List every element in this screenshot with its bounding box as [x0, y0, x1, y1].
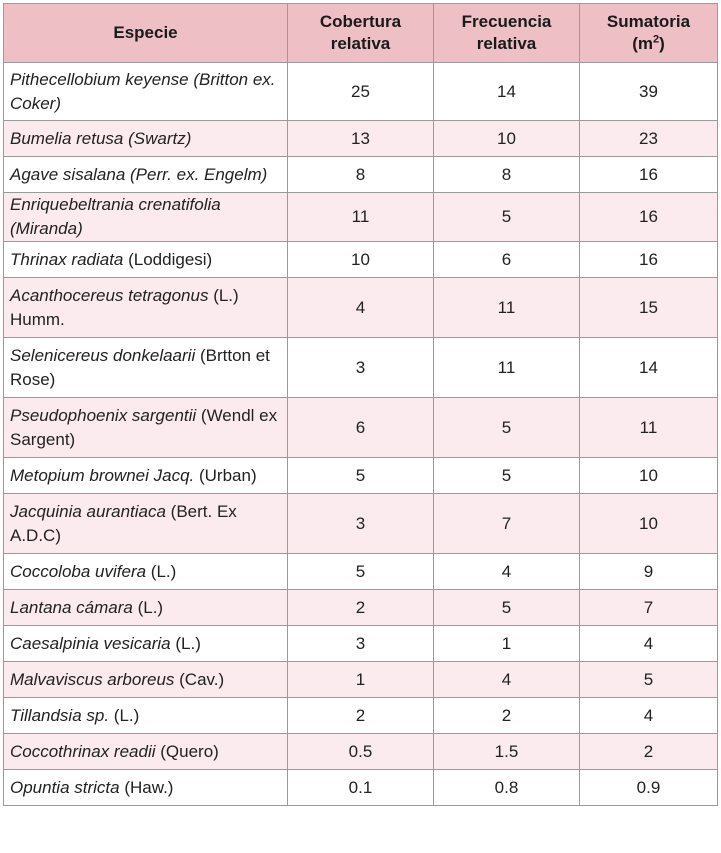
species-authority: (Bert. Ex A.D.C) [10, 501, 237, 545]
species-authority: (Haw.) [119, 777, 174, 797]
species-cell [4, 157, 288, 193]
species-authority: (Loddigesi) [123, 249, 213, 269]
species-authority: (L.) [170, 633, 201, 653]
frecuencia-cell: 4 [434, 662, 580, 698]
species-cell [4, 338, 288, 398]
sumatoria-cell: 23 [580, 121, 718, 157]
species-name: Acanthocereus tetragonus [10, 285, 209, 305]
species-name: Tillandsia sp. [10, 705, 110, 725]
species-name: Bumelia retusa (Swartz) [10, 128, 192, 148]
sumatoria-cell: 4 [580, 626, 718, 662]
frecuencia-cell: 4 [434, 554, 580, 590]
species-cell [4, 193, 288, 242]
table-row [4, 338, 718, 398]
sumatoria-cell: 2 [580, 734, 718, 770]
table-row [4, 157, 718, 193]
table-row [4, 494, 718, 554]
header-row [4, 4, 718, 63]
species-authority: (Brtton et Rose) [10, 345, 270, 389]
table-row [4, 770, 718, 806]
species-name: Malvaviscus arboreus [10, 669, 175, 689]
cobertura-cell: 2 [288, 590, 434, 626]
frecuencia-cell: 5 [434, 193, 580, 242]
frecuencia-cell: 5 [434, 590, 580, 626]
table-row [4, 278, 718, 338]
sumatoria-cell: 9 [580, 554, 718, 590]
species-authority: (L.) [146, 561, 177, 581]
species-authority: (Wendl ex Sargent) [10, 405, 278, 449]
header-sumatoria: Sumatoria $(m^2)$ [580, 4, 718, 63]
cobertura-cell: 25 [288, 63, 434, 121]
species-cell [4, 734, 288, 770]
cobertura-cell: 3 [288, 626, 434, 662]
cobertura-cell: 3 [288, 494, 434, 554]
species-name: Agave sisalana (Perr. ex. Engelm) [10, 164, 268, 184]
sumatoria-cell: 0.9 [580, 770, 718, 806]
cobertura-cell: 8 [288, 157, 434, 193]
species-authority: (L.) [132, 597, 164, 617]
cobertura-cell: 1 [288, 662, 434, 698]
table-row [4, 626, 718, 662]
sumatoria-cell: 16 [580, 193, 718, 242]
frecuencia-cell: 6 [434, 242, 580, 278]
species-cell [4, 242, 288, 278]
table-row [4, 554, 718, 590]
frecuencia-cell: 0.8 [434, 770, 580, 806]
table-row [4, 63, 718, 121]
header-especie: Especie [4, 4, 288, 63]
header-cobertura: Cobertura relativa [288, 4, 434, 63]
table-row [4, 193, 718, 242]
sumatoria-cell: 16 [580, 157, 718, 193]
frecuencia-cell: 11 [434, 338, 580, 398]
species-cell [4, 494, 288, 554]
species-name: Coccoloba uvifera [10, 561, 147, 581]
species-name: Opuntia stricta [10, 777, 120, 797]
frecuencia-cell: 1 [434, 626, 580, 662]
species-name: Enriquebeltrania crenatifolia (Miranda) [10, 195, 221, 238]
species-table [3, 3, 718, 806]
species-authority: (L.) [109, 705, 140, 725]
species-cell [4, 398, 288, 458]
sumatoria-cell: 16 [580, 242, 718, 278]
table-row [4, 398, 718, 458]
species-cell [4, 770, 288, 806]
species-name: Pithecellobium keyense (Britton ex. Coker) [10, 69, 276, 113]
species-cell [4, 626, 288, 662]
cobertura-cell: 3 [288, 338, 434, 398]
species-authority: (L.) Humm. [10, 285, 239, 329]
cobertura-cell: 6 [288, 398, 434, 458]
cobertura-cell: 10 [288, 242, 434, 278]
sumatoria-cell: 5 [580, 662, 718, 698]
sumatoria-cell: 14 [580, 338, 718, 398]
species-cell [4, 458, 288, 494]
cobertura-cell: 0.5 [288, 734, 434, 770]
species-name: Metopium brownei Jacq. [10, 465, 195, 485]
table-row [4, 121, 718, 157]
frecuencia-cell: 14 [434, 63, 580, 121]
cobertura-cell: 11 [288, 193, 434, 242]
frecuencia-cell: 1.5 [434, 734, 580, 770]
species-cell [4, 698, 288, 734]
species-name: Jacquinia aurantiaca [10, 501, 166, 521]
species-name: Lantana cámara [10, 597, 133, 617]
frecuencia-cell: 5 [434, 398, 580, 458]
table-row [4, 590, 718, 626]
cobertura-cell: 5 [288, 458, 434, 494]
cobertura-cell: 0.1 [288, 770, 434, 806]
table-row [4, 734, 718, 770]
sumatoria-cell: 39 [580, 63, 718, 121]
frecuencia-cell: 5 [434, 458, 580, 494]
frecuencia-cell: 10 [434, 121, 580, 157]
species-name: Pseudophoenix sargentii [10, 405, 197, 425]
table-row [4, 242, 718, 278]
species-cell [4, 278, 288, 338]
species-cell [4, 63, 288, 121]
cobertura-cell: 13 [288, 121, 434, 157]
frecuencia-cell: 8 [434, 157, 580, 193]
cobertura-cell: 2 [288, 698, 434, 734]
species-cell [4, 121, 288, 157]
sumatoria-cell: 7 [580, 590, 718, 626]
table-row [4, 662, 718, 698]
table-row [4, 458, 718, 494]
frecuencia-cell: 7 [434, 494, 580, 554]
sumatoria-cell: 15 [580, 278, 718, 338]
species-authority: (Quero) [155, 741, 219, 761]
frecuencia-cell: 11 [434, 278, 580, 338]
frecuencia-cell: 2 [434, 698, 580, 734]
cobertura-cell: 4 [288, 278, 434, 338]
sumatoria-cell: 4 [580, 698, 718, 734]
species-authority: (Urban) [194, 465, 257, 485]
species-name: Coccothrinax readii [10, 741, 156, 761]
species-cell [4, 554, 288, 590]
species-cell [4, 662, 288, 698]
sumatoria-cell: 11 [580, 398, 718, 458]
species-name: Caesalpinia vesicaria [10, 633, 171, 653]
sumatoria-cell: 10 [580, 494, 718, 554]
table-row [4, 698, 718, 734]
species-authority: (Cav.) [174, 669, 225, 689]
species-name: Thrinax radiata [10, 249, 124, 269]
cobertura-cell: 5 [288, 554, 434, 590]
species-cell [4, 590, 288, 626]
sumatoria-cell: 10 [580, 458, 718, 494]
species-name: Selenicereus donkelaarii [10, 345, 196, 365]
header-frecuencia: Frecuencia relativa [434, 4, 580, 63]
